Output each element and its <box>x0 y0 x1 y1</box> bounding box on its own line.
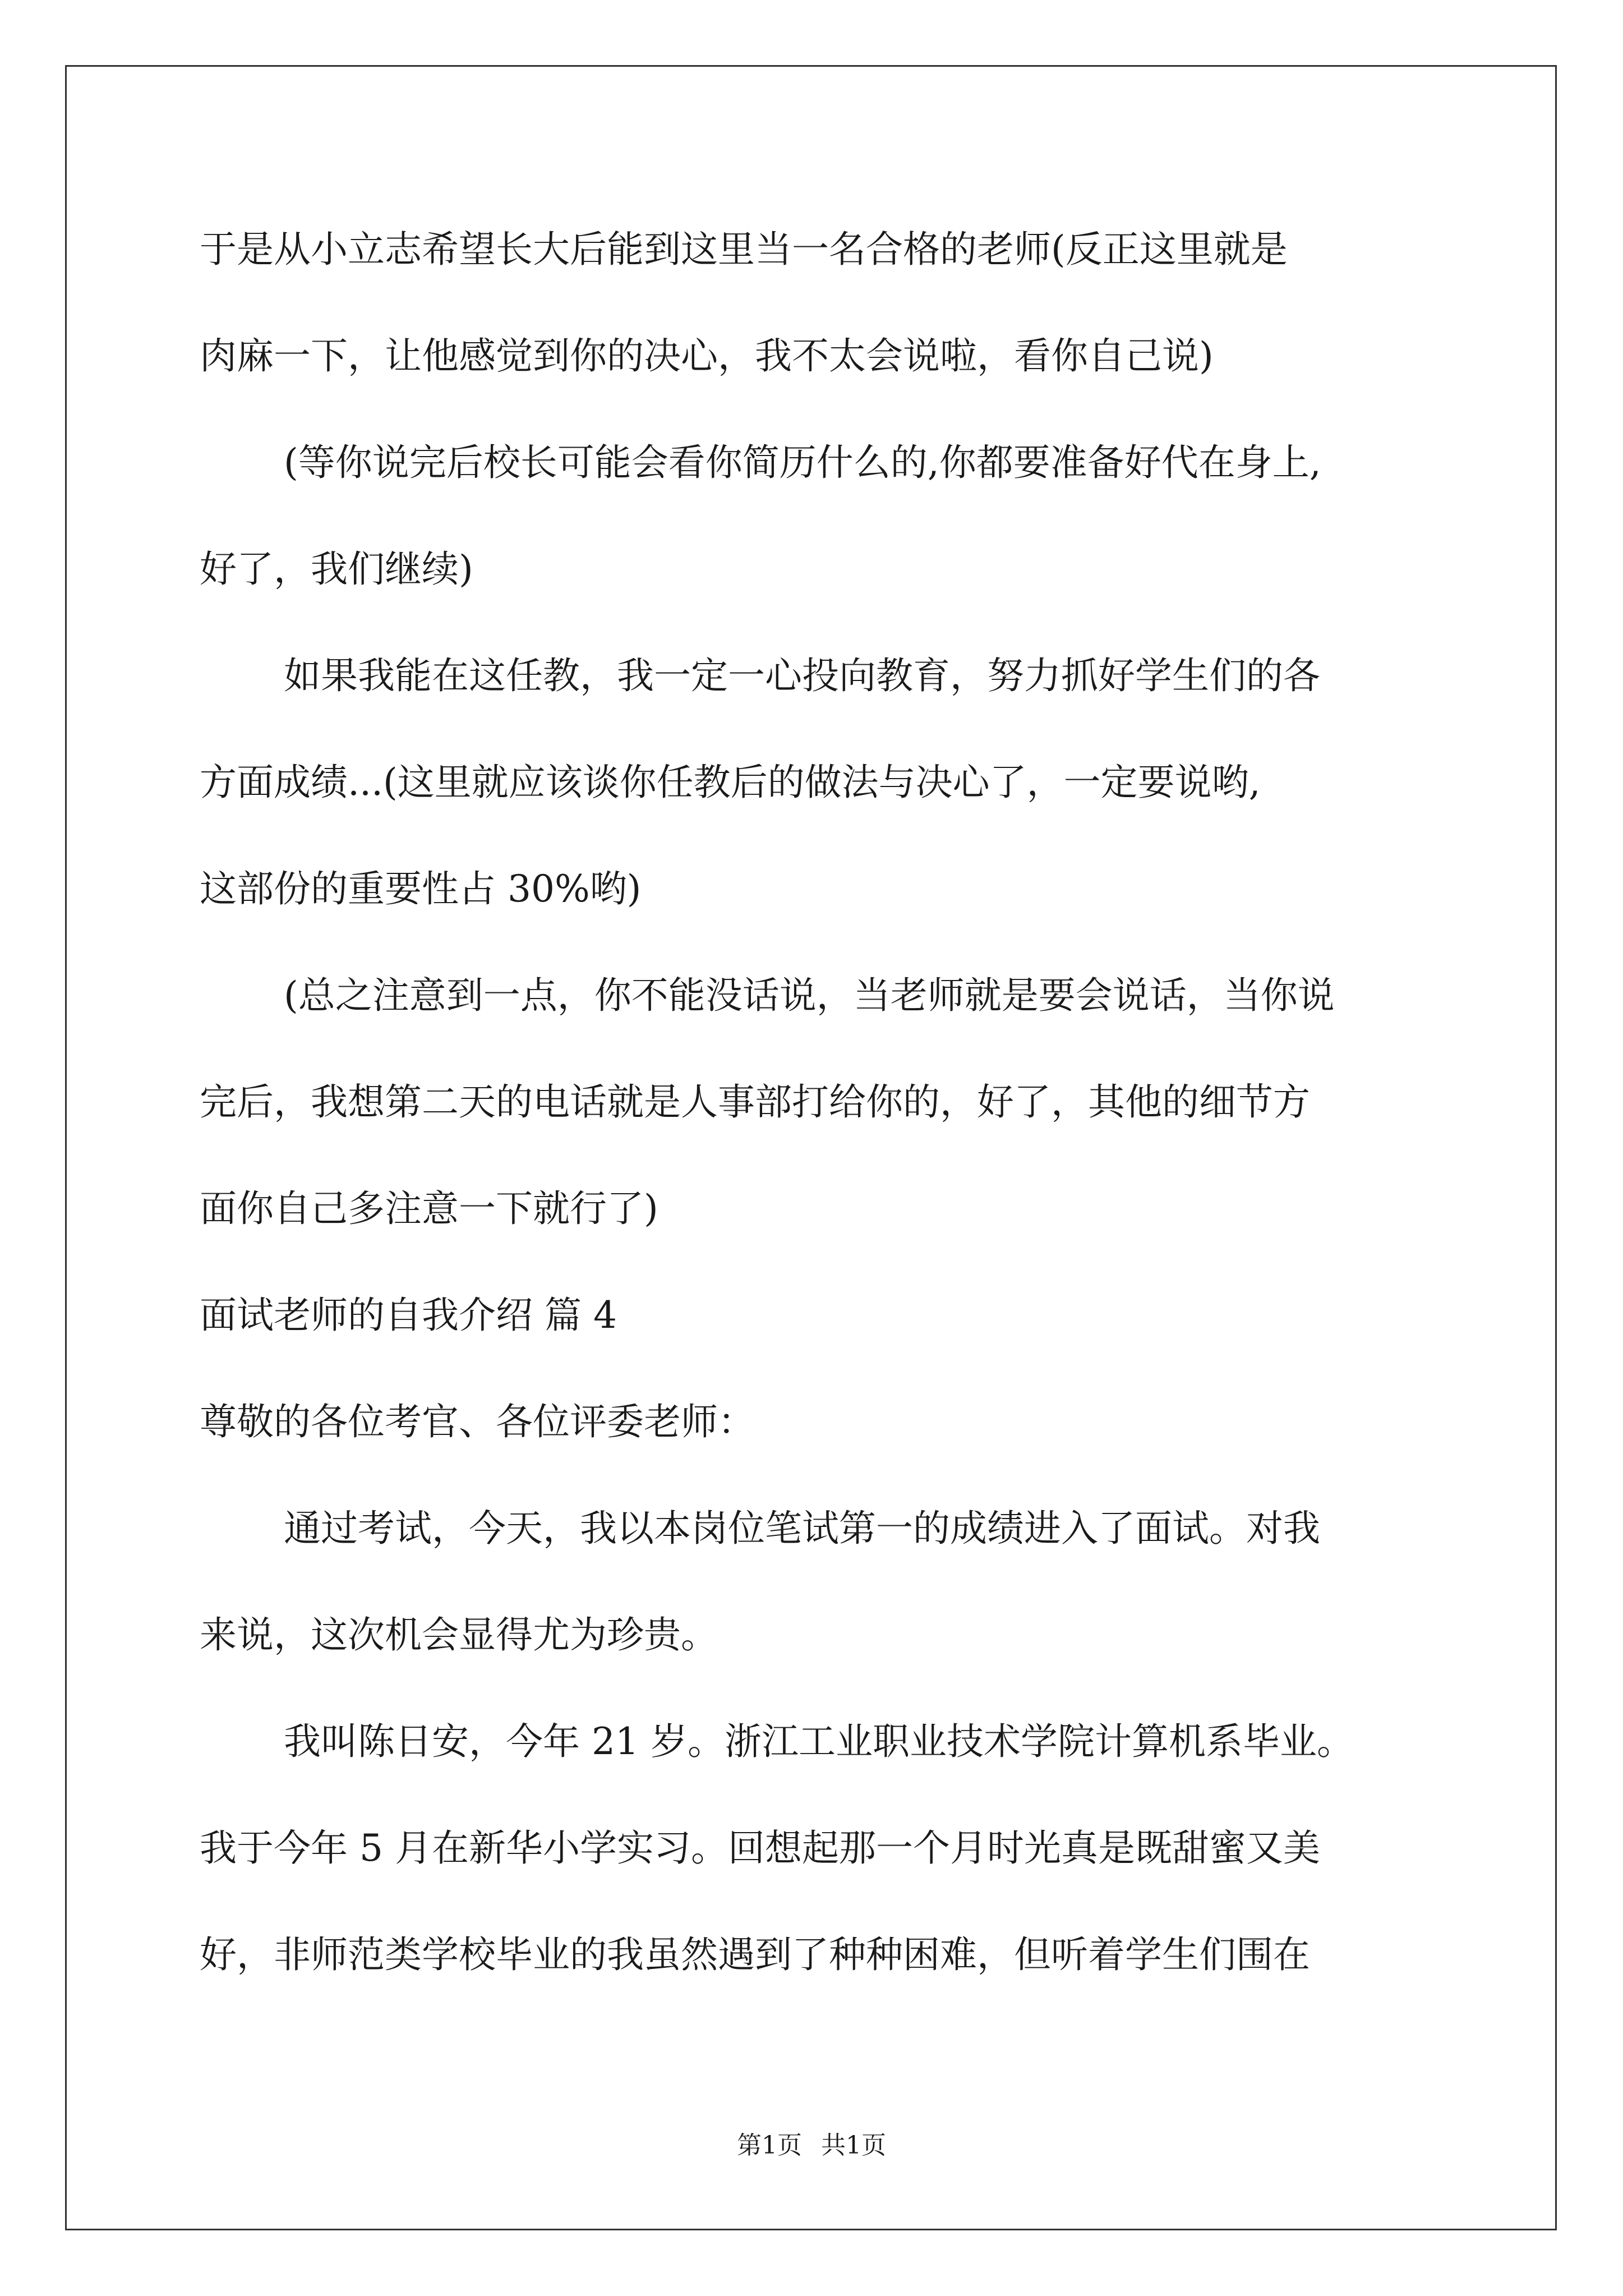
text-line: 通过考试，今天，我以本岗位笔试第一的成绩进入了面试。对我 <box>284 1507 1320 1550</box>
page-border <box>65 65 1557 2230</box>
text-line: (总之注意到一点，你不能没话说，当老师就是要会说话，当你说 <box>284 974 1335 1017</box>
text-line: 肉麻一下，让他感觉到你的决心，我不太会说啦，看你自己说) <box>200 334 1214 378</box>
text-line: 面你自己多注意一下就行了) <box>200 1187 658 1230</box>
salutation: 尊敬的各位考官、各位评委老师： <box>200 1400 755 1443</box>
page-total: 共1页 <box>821 2131 886 2160</box>
page-number: 第1页 <box>737 2131 802 2160</box>
text-line: 我叫陈日安，今年 21 岁。浙江工业职业技术学院计算机系毕业。 <box>284 1720 1354 1763</box>
page-footer <box>0 2129 1623 2162</box>
section-heading: 面试老师的自我介绍 篇 4 <box>200 1294 617 1337</box>
text-line: 如果我能在这任教，我一定一心投向教育，努力抓好学生们的各 <box>284 654 1320 697</box>
text-line: 完后，我想第二天的电话就是人事部打给你的，好了，其他的细节方 <box>200 1080 1310 1124</box>
text-line: 好，非师范类学校毕业的我虽然遇到了种种困难，但听着学生们围在 <box>200 1933 1310 1976</box>
text-line: (等你说完后校长可能会看你简历什么的,你都要准备好代在身上, <box>284 441 1321 484</box>
text-line: 好了，我们继续) <box>200 547 473 591</box>
text-line: 于是从小立志希望长大后能到这里当一名合格的老师(反正这里就是 <box>200 228 1288 271</box>
text-line: 我于今年 5 月在新华小学实习。回想起那一个月时光真是既甜蜜又美 <box>200 1826 1320 1870</box>
text-line: 来说，这次机会显得尤为珍贵。 <box>200 1613 718 1657</box>
text-line: 方面成绩...(这里就应该谈你任教后的做法与决心了，一定要说哟, <box>200 761 1261 804</box>
text-line: 这部份的重要性占 30%哟) <box>200 867 642 910</box>
